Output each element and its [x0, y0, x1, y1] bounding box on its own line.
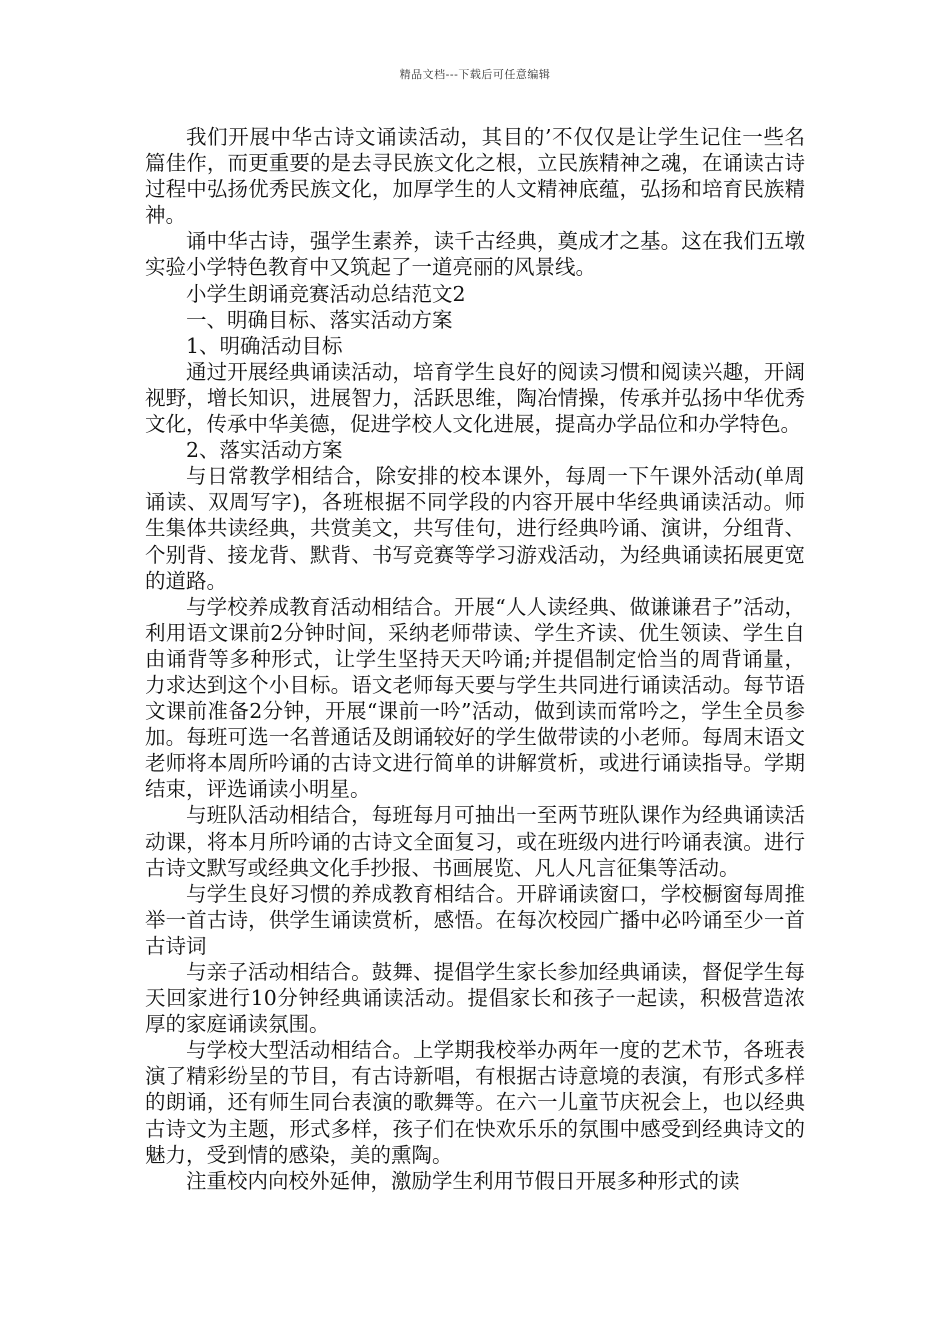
section-title: 小学生朗诵竞赛活动总结范文2 [186, 281, 466, 306]
paragraph: 与学生良好习惯的养成教育相结合。开辟诵读窗口，学校橱窗每周推举一首古诗，供学生诵读赏析，感悟。在每次校园广播中必吟诵至少一首古诗词 [145, 881, 805, 958]
paragraph: 与班队活动相结合，每班每月可抽出一至两节班队课作为经典诵读活动课，将本月所吟诵的古诗文全面复习，或在班级内进行吟诵表演。进行古诗文默写或经典文化手抄报、书画展览、凡人凡言征集等活动。 [145, 803, 805, 880]
paragraph: 与学校大型活动相结合。上学期我校举办两年一度的艺术节，各班表演了精彩纷呈的节目，有古诗新唱，有根据古诗意境的表演，有形式多样的朗诵，还有师生同台表演的歌舞等。在六一儿童节庆祝会上，也以经典古诗文为主题，形式多样，孩子们在快欢乐乐的氛围中感受到经典诗文的魅力，受到情的感染，美的熏陶。 [145, 1038, 805, 1167]
paragraph: 通过开展经典诵读活动，培育学生良好的阅读习惯和阅读兴趣，开阔视野，增长知识，进展智力，活跃思维，陶冶情操，传承并弘扬中华优秀文化，传承中华美德，促进学校人文化进展，提高办学品位和办学特色。 [145, 359, 805, 437]
paragraph: 注重校内向校外延伸，激励学生利用节假日开展多种形式的读 [186, 1168, 740, 1193]
subsection-heading: 1、明确活动目标 [186, 333, 343, 358]
paragraph: 与学校养成教育活动相结合。开展“人人读经典、做谦谦君子”活动，利用语文课前2分钟时间，采纳老师带读、学生齐读、优生领读、学生自由诵背等多种形式，让学生坚持天天吟诵;并提倡制定恰当的周背诵量，力求达到这个小目标。语文老师每天要与学生共同进行诵读活动。每节语文课前准备2分钟，开展“课前一吟”活动，做到读而常吟之，学生全员参加。每班可选一名普通话及朗诵较好的学生做带读的小老师。每周末语文老师将本周所吟诵的古诗文进行简单的讲解赏析，或进行诵读指导。学期结束，评选诵读小明星。 [145, 594, 805, 802]
paragraph: 与日常教学相结合，除安排的校本课外，每周一下午课外活动(单周诵读、双周写字)，各班根据不同学段的内容开展中华经典诵读活动。师生集体共读经典，共赏美文，共写佳句，进行经典吟诵、演讲，分组背、个别背、接龙背、默背、书写竞赛等学习游戏活动，为经典诵读拓展更宽的道路。 [145, 464, 805, 593]
paragraph: 我们开展中华古诗文诵读活动，其目的’不仅仅是让学生记住一些名篇佳作，而更重要的是去寻民族文化之根，立民族精神之魂，在诵读古诗过程中弘扬优秀民族文化，加厚学生的人文精神底蕴，弘扬和培育民族精神。 [145, 125, 805, 228]
document-body [145, 124, 805, 1194]
paragraph: 诵中华古诗，强学生素养，读千古经典，奠成才之基。这在我们五墩实验小学特色教育中又筑起了一道亮丽的风景线。 [145, 229, 805, 280]
section-heading: 一、明确目标、落实活动方案 [186, 307, 453, 332]
subsection-heading: 2、落实活动方案 [186, 438, 343, 463]
paragraph: 与亲子活动相结合。鼓舞、提倡学生家长参加经典诵读，督促学生每天回家进行10分钟经典诵读活动。提倡家长和孩子一起读，积极营造浓厚的家庭诵读氛围。 [145, 960, 805, 1037]
page-header: 精品文档---下载后可任意编辑 [399, 68, 551, 81]
